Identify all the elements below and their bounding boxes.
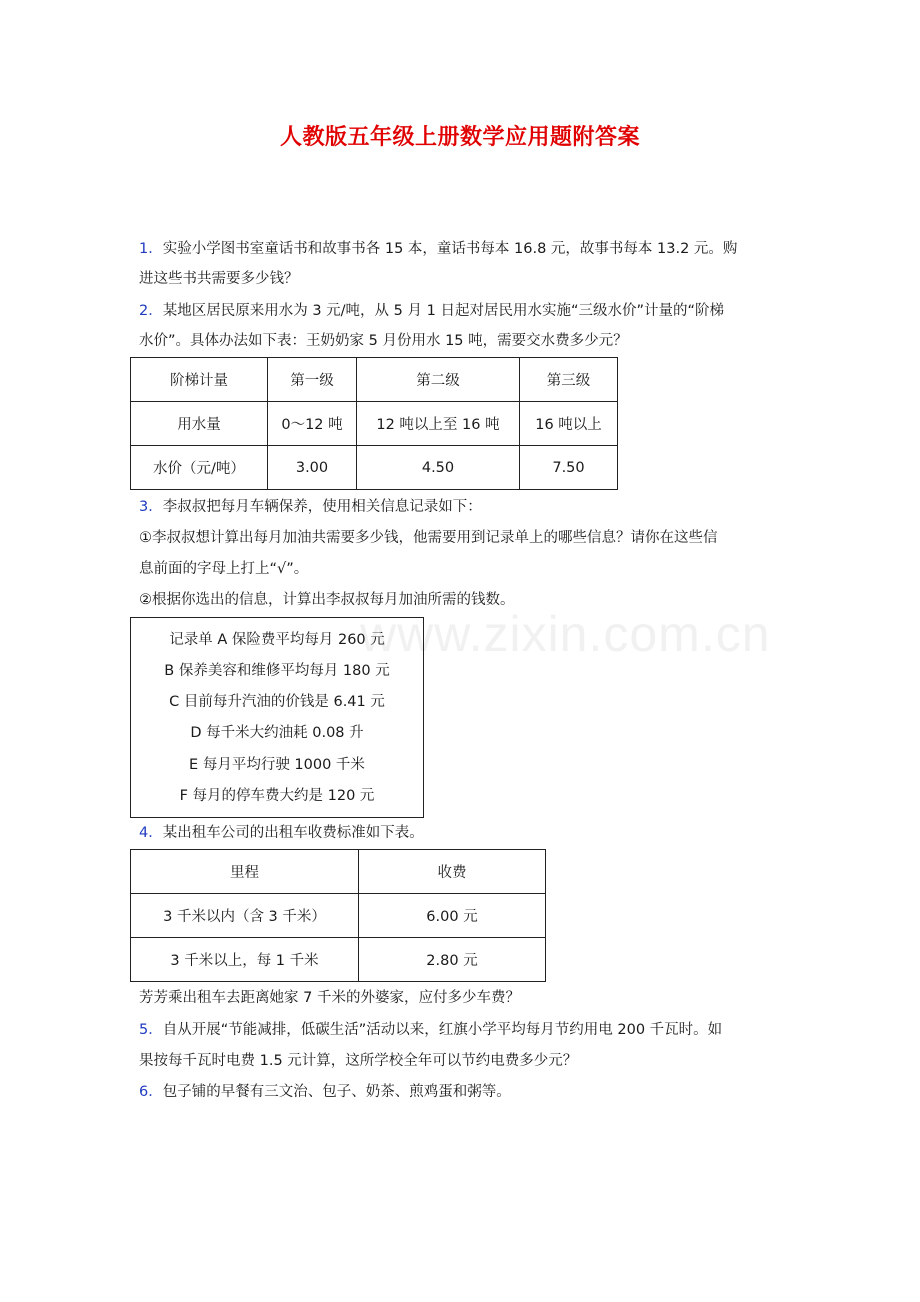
- q4-number: 4．: [139, 825, 163, 841]
- water-price-table: [130, 357, 618, 490]
- table-header-cell: 里程: [131, 850, 359, 894]
- table-cell: 0～12 吨: [268, 402, 357, 446]
- table-row: [131, 938, 546, 982]
- table-header-row: [131, 850, 546, 894]
- q5-number: 5．: [139, 1022, 163, 1038]
- table-header-cell: 收费: [359, 850, 546, 894]
- table-cell: 7.50: [520, 446, 618, 490]
- table-cell: 4.50: [357, 446, 520, 490]
- q5-text-1: 自从开展“节能减排，低碳生活”活动以来，红旗小学平均每月节约用电 200 千瓦时。如: [162, 1022, 723, 1038]
- table-cell: 16 吨以上: [520, 402, 618, 446]
- table-cell: 12 吨以上至 16 吨: [357, 402, 520, 446]
- q3-text-1: 李叔叔把每月车辆保养，使用相关信息记录如下：: [162, 499, 482, 515]
- table-cell: 6.00 元: [359, 894, 546, 938]
- q1-line-2: 进这些书共需要多少钱？: [139, 271, 299, 287]
- q3-line-1: [139, 497, 789, 517]
- q2-line-1: [139, 301, 789, 321]
- page-title: 人教版五年级上册数学应用题附答案: [279, 125, 640, 150]
- record-item: E 每月平均行驶 1000 千米: [189, 757, 365, 773]
- table-cell: 3 千米以上，每 1 千米: [131, 938, 359, 982]
- taxi-fare-table: [130, 849, 546, 982]
- q1-number: 1．: [139, 241, 163, 257]
- q5-line-2: 果按每千瓦时电费 1.5 元计算，这所学校全年可以节约电费多少元？: [139, 1053, 578, 1069]
- table-row: [131, 402, 618, 446]
- table-header-cell: 第三级: [520, 358, 618, 402]
- q5-line-1: [139, 1020, 789, 1040]
- q4-line-1: [139, 823, 789, 843]
- q2-number: 2．: [139, 303, 163, 319]
- q2-line-2: 水价”。具体办法如下表：王奶奶家 5 月份用水 15 吨，需要交水费多少元？: [139, 333, 628, 349]
- table-header-row: [131, 358, 618, 402]
- record-sheet-box: [130, 617, 424, 818]
- table-row: [131, 894, 546, 938]
- table-cell: 2.80 元: [359, 938, 546, 982]
- table-cell: 水价（元/吨）: [131, 446, 268, 490]
- watermark: www.zixin.com.cn: [360, 606, 771, 662]
- q6-text-1: 包子铺的早餐有三文治、包子、奶茶、煎鸡蛋和粥等。: [162, 1084, 511, 1100]
- q1-line-1: [139, 239, 789, 259]
- record-item: F 每月的停车费大约是 120 元: [179, 788, 375, 804]
- record-item: C 目前每升汽油的价钱是 6.41 元: [169, 694, 385, 710]
- q6-line-1: [139, 1082, 789, 1102]
- q2-text-1: 某地区居民原来用水为 3 元/吨，从 5 月 1 日起对居民用水实施“三级水价”计量的“阶梯: [162, 303, 724, 319]
- table-cell: 3.00: [268, 446, 357, 490]
- q3-line-2: ①李叔叔想计算出每月加油共需要多少钱，他需要用到记录单上的哪些信息？请你在这些信: [139, 530, 718, 546]
- table-cell: 3 千米以内（含 3 千米）: [131, 894, 359, 938]
- q4-followup: 芳芳乘出租车去距离她家 7 千米的外婆家，应付多少车费？: [139, 990, 520, 1006]
- table-header-cell: 第二级: [357, 358, 520, 402]
- q3-number: 3．: [139, 499, 163, 515]
- table-cell: 用水量: [131, 402, 268, 446]
- record-item: B 保养美容和维修平均每月 180 元: [164, 663, 390, 679]
- table-header-cell: 第一级: [268, 358, 357, 402]
- record-item: 记录单 A 保险费平均每月 260 元: [169, 632, 385, 648]
- q4-text-1: 某出租车公司的出租车收费标准如下表。: [162, 825, 424, 841]
- q3-line-3: 息前面的字母上打上“√”。: [139, 561, 309, 577]
- record-item: D 每千米大约油耗 0.08 升: [190, 725, 364, 741]
- q3-line-4: ②根据你选出的信息，计算出李叔叔每月加油所需的钱数。: [139, 592, 515, 608]
- q6-number: 6．: [139, 1084, 163, 1100]
- table-header-cell: 阶梯计量: [131, 358, 268, 402]
- table-row: [131, 446, 618, 490]
- q1-text-1: 实验小学图书室童话书和故事书各 15 本，童话书每本 16.8 元，故事书每本 13.2 元。购: [162, 241, 738, 257]
